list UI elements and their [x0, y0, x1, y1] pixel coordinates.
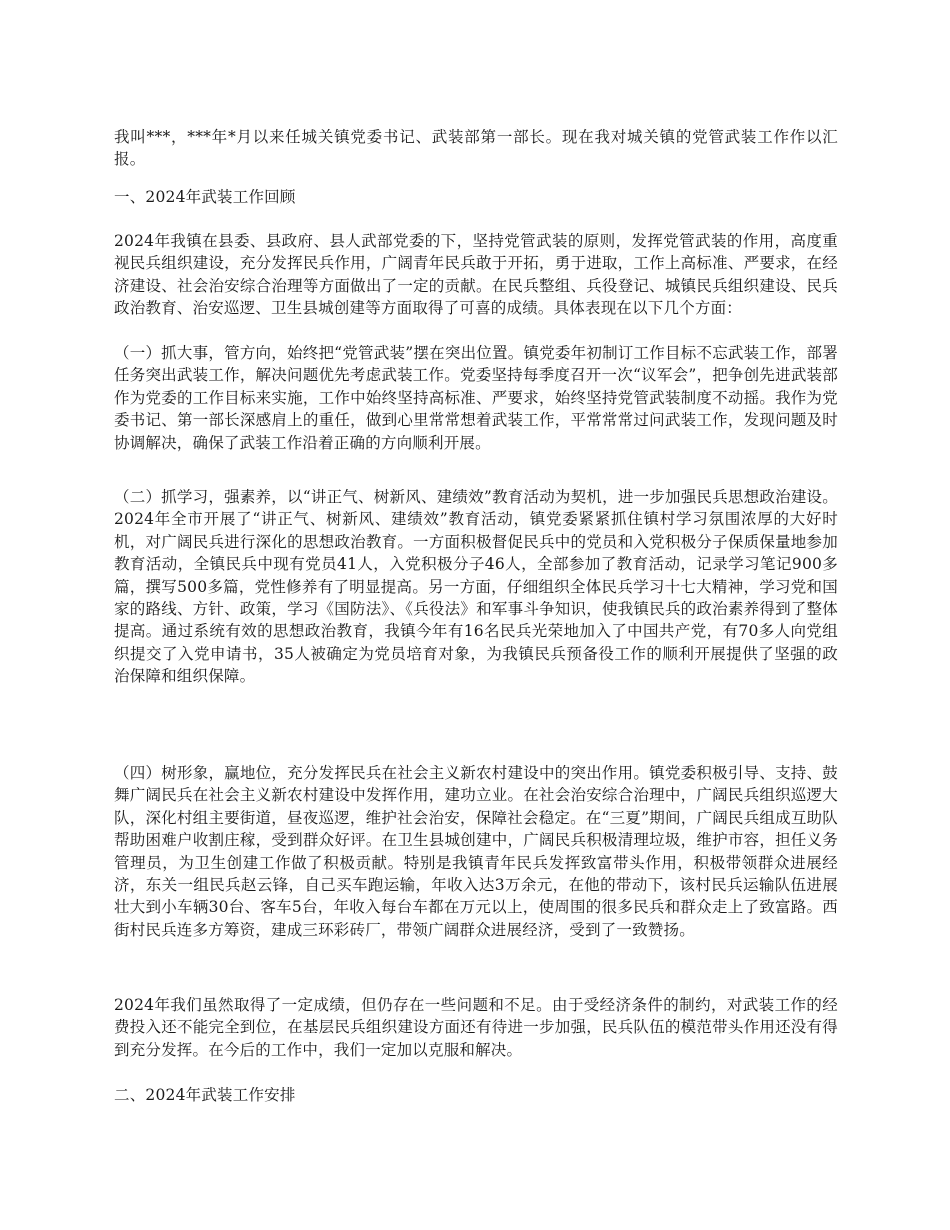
- intro-paragraph: 我叫***，***年*月以来任城关镇党委书记、武装部第一部长。现在我对城关镇的党管武装工作作以汇报。: [114, 128, 838, 169]
- section-heading-review: 一、2024年武装工作回顾: [114, 188, 296, 206]
- item-four-paragraph: （四）树形象，赢地位，充分发挥民兵在社会主义新农村建设中的突出作用。镇党委积极引导、支持、鼓舞广阔民兵在社会主义新农村建设中发挥作用，建功立业。在社会治安综合治理中，广阔民兵组织巡逻大队，深化村组主要街道，昼夜巡逻，维护社会治安，保障社会稳定。在“三夏”期间，广阔民兵组成互助队帮助困难户收割庄稼，受到群众好评。在卫生县城创建中，广阔民兵积极清理垃圾，维护市容，担任义务管理员，为卫生创建工作做了积极贡献。特别是我镇青年民兵发挥致富带头作用，积极带领群众进展经济，东关一组民兵赵云锋，自己买车跑运输，年收入达3万余元，在他的带动下，该村民兵运输队伍进展壮大到小车辆30台、客车5台，年收入每台车都在万元以上，使周围的很多民兵和群众走上了致富路。西街村民兵连多方筹资，建成三环彩砖厂，带领广阔群众进展经济，受到了一致赞扬。: [114, 764, 838, 939]
- item-two-paragraph: （二）抓学习，强素养，以“讲正气、树新风、建绩效”教育活动为契机，进一步加强民兵思想政治建设。2024年全市开展了“讲正气、树新风、建绩效”教育活动，镇党委紧紧抓住镇村学习氛围浓厚的大好时机，对广阔民兵进行深化的思想政治教育。一方面积极督促民兵中的党员和入党积极分子保质保量地参加教育活动，全镇民兵中现有党员41人，入党积极分子46人，全部参加了教育活动，记录学习笔记900多篇，撰写500多篇，党性修养有了明显提高。另一方面，仔细组织全体民兵学习十七大精神，学习党和国家的路线、方针、政策，学习《国防法》、《兵役法》和军事斗争知识，使我镇民兵的政治素养得到了整体提高。通过系统有效的思想政治教育，我镇今年有16名民兵光荣地加入了中国共产党，有70多人向党组织提交了入党申请书，35人被确定为党员培育对象，为我镇民兵预备役工作的顺利开展提供了坚强的政治保障和组织保障。: [114, 488, 838, 686]
- section-heading-plan: 二、2024年武装工作安排: [114, 1086, 296, 1104]
- summary-paragraph: 2024年我们虽然取得了一定成绩，但仍存在一些问题和不足。由于受经济条件的制约，对武装工作的经费投入还不能完全到位，在基层民兵组织建设方面还有待进一步加强，民兵队伍的模范带头作用还没有得到充分发挥。在今后的工作中，我们一定加以克服和解决。: [114, 996, 838, 1059]
- item-one-paragraph: （一）抓大事，管方向，始终把“党管武装”摆在突出位置。镇党委年初制订工作目标不忘武装工作，部署任务突出武装工作，解决问题优先考虑武装工作。党委坚持每季度召开一次“议军会”，把争创先进武装部作为党委的工作目标来实施，工作中始终坚持高标准、严要求，始终坚持党管武装制度不动摇。我作为党委书记、第一部长深感肩上的重任，做到心里常常想着武装工作，平常常常过问武装工作，发现问题及时协调解决，确保了武装工作沿着正确的方向顺利开展。: [114, 344, 838, 452]
- review-paragraph: 2024年我镇在县委、县政府、县人武部党委的下，坚持党管武装的原则，发挥党管武装的作用，高度重视民兵组织建设，充分发挥民兵作用，广阔青年民兵敢于开拓，勇于进取，工作上高标准、严要求，在经济建设、社会治安综合治理等方面做出了一定的贡献。在民兵整组、兵役登记、城镇民兵组织建设、民兵政治教育、治安巡逻、卫生县城创建等方面取得了可喜的成绩。具体表现在以下几个方面：: [114, 232, 838, 318]
